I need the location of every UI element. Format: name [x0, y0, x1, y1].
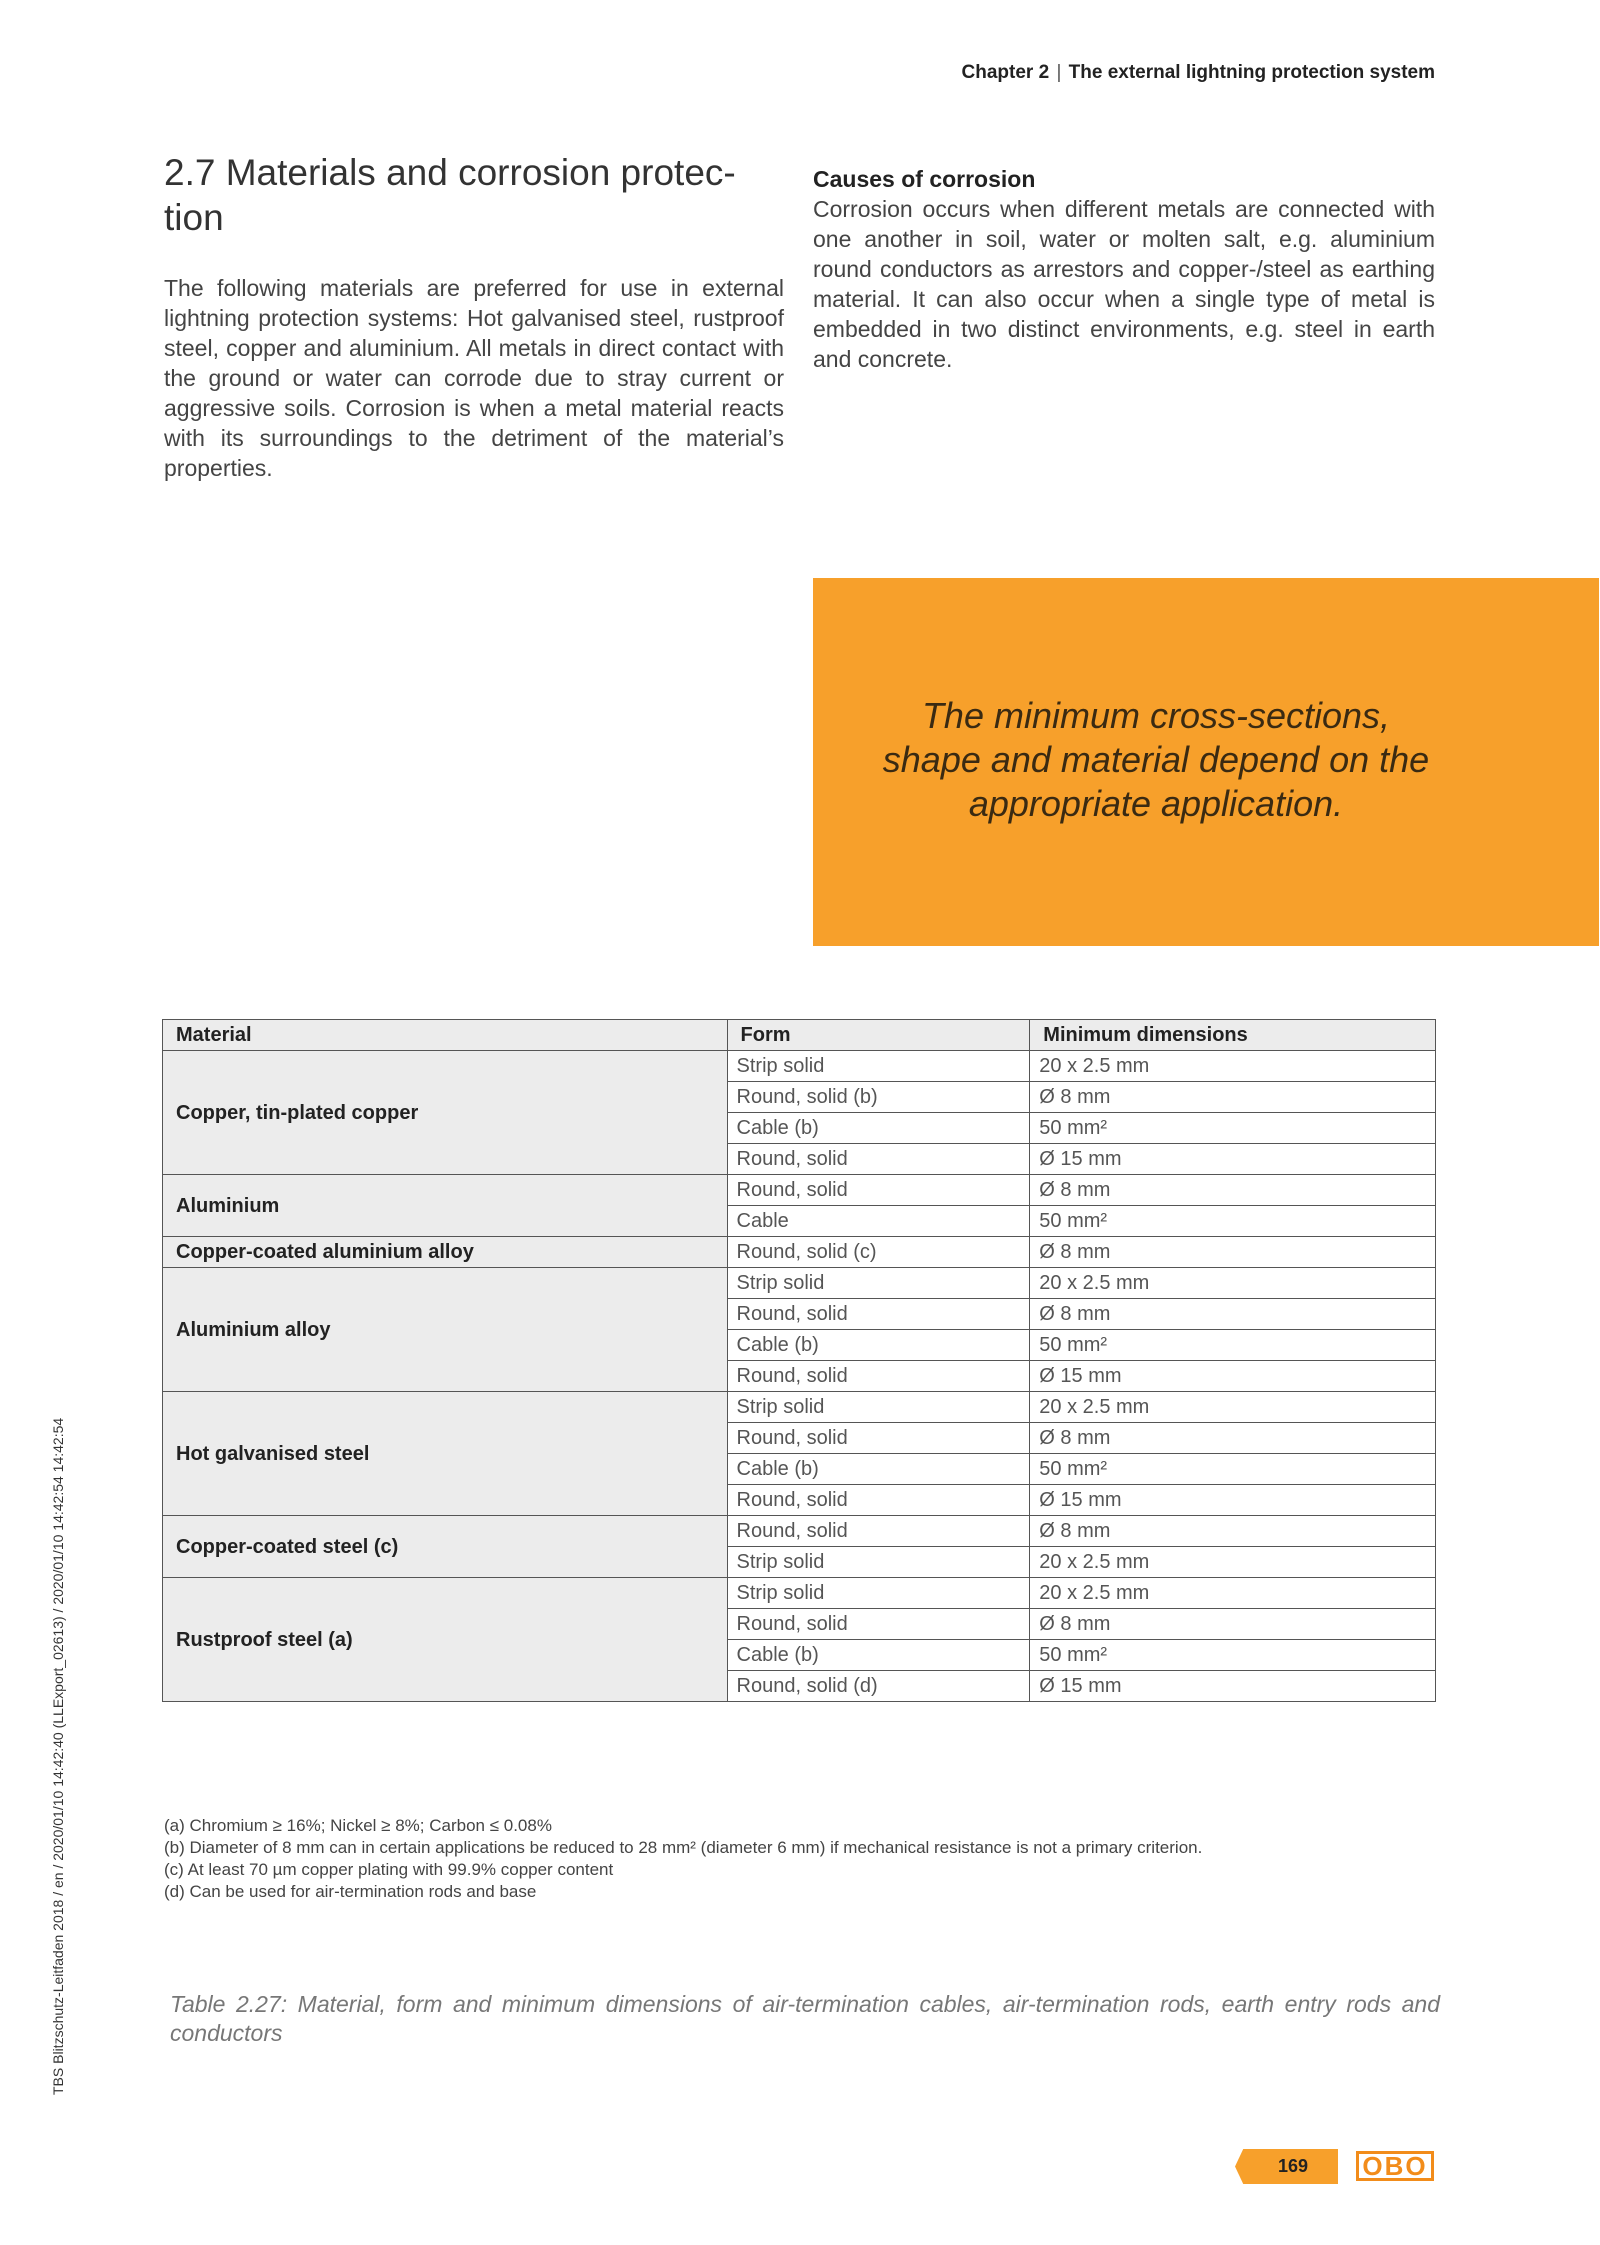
header-form: Form [727, 1020, 1030, 1051]
header-min-dimensions: Minimum dimensions [1030, 1020, 1436, 1051]
form-cell: Round, solid (c) [727, 1237, 1030, 1268]
form-cell: Strip solid [727, 1268, 1030, 1299]
table-row [163, 1268, 1436, 1299]
form-cell: Cable (b) [727, 1454, 1030, 1485]
table-row [163, 1516, 1436, 1547]
form-cell: Strip solid [727, 1547, 1030, 1578]
dimension-cell: Ø 8 mm [1030, 1175, 1436, 1206]
dimension-cell: 50 mm² [1030, 1113, 1436, 1144]
form-cell: Strip solid [727, 1578, 1030, 1609]
material-cell: Aluminium alloy [163, 1268, 728, 1392]
dimension-cell: Ø 15 mm [1030, 1485, 1436, 1516]
side-export-note: TBS Blitzschutz-Leitfaden 2018 / en / 2020/01/10 14:42:40 (LLExport_02613) / 2020/01/10 14:42:54 14:42:54 [50, 1417, 66, 2095]
material-cell: Aluminium [163, 1175, 728, 1237]
section-title [164, 150, 784, 240]
dimension-cell: Ø 8 mm [1030, 1237, 1436, 1268]
corrosion-paragraph: Corrosion occurs when different metals are connected with one another in soil, water or molten salt, e.g. aluminium round conductors as arrestors and copper-/steel as earthing material. It can also occur when a single type of metal is embedded in two distinct environments, e.g. steel in earth and concrete. [813, 196, 1435, 372]
table-row [163, 1175, 1436, 1206]
section-title-line-1: 2.7 Materials and corrosion protec- [164, 152, 736, 193]
table-row [163, 1237, 1436, 1268]
header-material: Material [163, 1020, 728, 1051]
form-cell: Cable (b) [727, 1330, 1030, 1361]
dimension-cell: 20 x 2.5 mm [1030, 1051, 1436, 1082]
dimension-cell: 20 x 2.5 mm [1030, 1547, 1436, 1578]
dimension-cell: Ø 15 mm [1030, 1144, 1436, 1175]
dimension-cell: 50 mm² [1030, 1640, 1436, 1671]
table-row [163, 1578, 1436, 1609]
callout-line-2: shape and material depend on the [882, 739, 1430, 780]
callout-line-3: appropriate application. [968, 783, 1344, 824]
dimension-cell: 50 mm² [1030, 1206, 1436, 1237]
form-cell: Strip solid [727, 1051, 1030, 1082]
footnote-c: (c) At least 70 µm copper plating with 99.9% copper content [164, 1860, 614, 1879]
footnote-b: (b) Diameter of 8 mm can in certain applications be reduced to 28 mm² (diameter 6 mm) if mechanical resistance is not a primary criterion. [164, 1838, 1203, 1857]
table-header-row [163, 1020, 1436, 1051]
left-column [164, 150, 784, 483]
form-cell: Round, solid (d) [727, 1671, 1030, 1702]
material-cell: Copper-coated aluminium alloy [163, 1237, 728, 1268]
materials-table [162, 1019, 1436, 1702]
material-cell: Copper-coated steel (c) [163, 1516, 728, 1578]
material-cell: Copper, tin-plated copper [163, 1051, 728, 1175]
dimension-cell: 20 x 2.5 mm [1030, 1392, 1436, 1423]
form-cell: Cable (b) [727, 1640, 1030, 1671]
chapter-label: Chapter 2 [961, 62, 1050, 83]
dimension-cell: Ø 15 mm [1030, 1671, 1436, 1702]
section-title-line-2: tion [164, 197, 224, 238]
form-cell: Round, solid [727, 1144, 1030, 1175]
right-column [813, 164, 1435, 374]
running-header [962, 62, 1435, 84]
callout-text [813, 694, 1499, 826]
dimension-cell: 20 x 2.5 mm [1030, 1578, 1436, 1609]
dimension-cell: 50 mm² [1030, 1454, 1436, 1485]
intro-paragraph: The following materials are preferred for use in external lightning protection systems: Hot galvanised steel, rustproof steel, copper and aluminium. All metals in direct contact with the ground or water can corrode due to stray current or aggressive soils. Corrosion is when a metal material reacts with its surroundings to the detriment of the material’s properties. [164, 275, 784, 481]
form-cell: Round, solid [727, 1299, 1030, 1330]
obo-logo: OBO [1356, 2151, 1434, 2181]
form-cell: Strip solid [727, 1392, 1030, 1423]
form-cell: Round, solid [727, 1485, 1030, 1516]
form-cell: Round, solid [727, 1361, 1030, 1392]
callout-line-1: The minimum cross-sections, [921, 695, 1391, 736]
form-cell: Round, solid [727, 1175, 1030, 1206]
form-cell: Round, solid [727, 1609, 1030, 1640]
dimension-cell: Ø 8 mm [1030, 1299, 1436, 1330]
form-cell: Round, solid [727, 1423, 1030, 1454]
table-body [163, 1051, 1436, 1702]
dimension-cell: Ø 15 mm [1030, 1361, 1436, 1392]
form-cell: Cable [727, 1206, 1030, 1237]
page-number: 169 [1277, 2156, 1309, 2176]
table-row [163, 1392, 1436, 1423]
dimension-cell: Ø 8 mm [1030, 1423, 1436, 1454]
chapter-title: The external lightning protection system [1068, 62, 1435, 83]
header-separator: | [1056, 62, 1062, 83]
table-row [163, 1051, 1436, 1082]
material-cell: Rustproof steel (a) [163, 1578, 728, 1702]
dimension-cell: Ø 8 mm [1030, 1082, 1436, 1113]
form-cell: Round, solid [727, 1516, 1030, 1547]
footnotes [164, 1815, 1202, 1903]
form-cell: Cable (b) [727, 1113, 1030, 1144]
dimension-cell: Ø 8 mm [1030, 1516, 1436, 1547]
table-caption: Table 2.27: Material, form and minimum dimensions of air-termination cables, air-termination rods, earth entry rods and conductors [170, 1991, 1440, 2046]
footnote-d: (d) Can be used for air-termination rods and base [164, 1882, 537, 1901]
material-cell: Hot galvanised steel [163, 1392, 728, 1516]
corrosion-heading: Causes of corrosion [813, 166, 1036, 192]
dimension-cell: 50 mm² [1030, 1330, 1436, 1361]
footnote-a: (a) Chromium ≥ 16%; Nickel ≥ 8%; Carbon ≤ 0.08% [164, 1816, 552, 1835]
dimension-cell: 20 x 2.5 mm [1030, 1268, 1436, 1299]
form-cell: Round, solid (b) [727, 1082, 1030, 1113]
dimension-cell: Ø 8 mm [1030, 1609, 1436, 1640]
